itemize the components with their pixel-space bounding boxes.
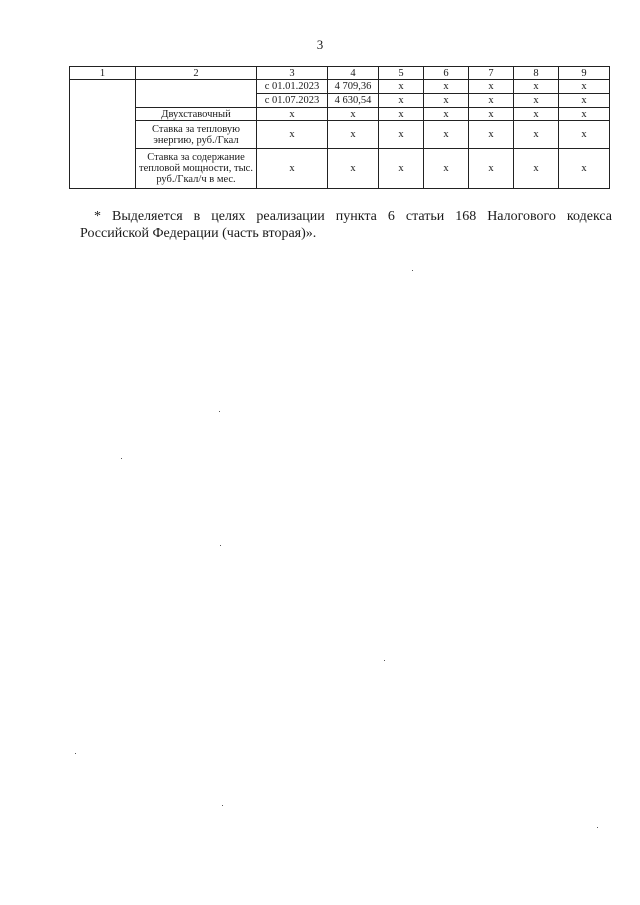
footnote-line: * Выделяется в целях реализации пункта 6 статьи 168 Налогового кодекса — [94, 209, 612, 224]
table-cell: х — [559, 80, 610, 94]
table-cell: х — [379, 149, 424, 189]
table-row — [70, 149, 610, 189]
row-label: Двухставочный — [136, 108, 257, 121]
table-cell: х — [469, 80, 514, 94]
period-cell: с 01.01.2023 — [257, 80, 328, 94]
row-label — [136, 80, 257, 108]
scan-speck — [412, 270, 413, 271]
table-cell: х — [514, 108, 559, 121]
table-cell: х — [424, 121, 469, 149]
table-cell: х — [469, 149, 514, 189]
table-cell: х — [424, 149, 469, 189]
table-cell: х — [469, 94, 514, 108]
scan-speck — [222, 805, 223, 806]
scan-speck — [121, 458, 122, 459]
value-cell: х — [328, 149, 379, 189]
table-cell: х — [514, 80, 559, 94]
footnote-line: Российской Федерации (часть вторая)». — [80, 226, 317, 241]
table-cell: х — [379, 94, 424, 108]
table-row — [70, 108, 610, 121]
value-cell: 4 630,54 — [328, 94, 379, 108]
header-cell: 3 — [257, 67, 328, 80]
table-row — [70, 80, 610, 94]
table-row — [70, 121, 610, 149]
value-cell: 4 709,36 — [328, 80, 379, 94]
row-label: Ставка за содержание тепловой мощности, тыс. руб./Гкал/ч в мес. — [136, 149, 257, 189]
footnote — [80, 208, 612, 242]
header-cell: 1 — [70, 67, 136, 80]
table-cell: х — [559, 94, 610, 108]
table-cell: х — [424, 94, 469, 108]
table-cell: х — [379, 80, 424, 94]
period-cell: с 01.07.2023 — [257, 94, 328, 108]
header-cell: 7 — [469, 67, 514, 80]
scan-speck — [597, 827, 598, 828]
table-cell: х — [559, 121, 610, 149]
page-number: 3 — [316, 37, 324, 52]
table-cell: х — [469, 121, 514, 149]
scan-speck — [384, 660, 385, 661]
scan-speck — [219, 411, 220, 412]
table-cell: х — [424, 108, 469, 121]
value-cell: х — [328, 108, 379, 121]
table-cell: х — [379, 108, 424, 121]
value-cell: х — [328, 121, 379, 149]
row-label: Ставка за тепловую энергию, руб./Гкал — [136, 121, 257, 149]
header-cell: 2 — [136, 67, 257, 80]
scan-speck — [220, 545, 221, 546]
scan-speck — [75, 753, 76, 754]
header-cell: 5 — [379, 67, 424, 80]
table-cell: х — [559, 149, 610, 189]
table-header-row — [70, 67, 610, 80]
table-cell: х — [469, 108, 514, 121]
group-cell — [70, 80, 136, 189]
header-cell: 4 — [328, 67, 379, 80]
header-cell: 9 — [559, 67, 610, 80]
header-cell: 8 — [514, 67, 559, 80]
header-cell: 6 — [424, 67, 469, 80]
table-cell: х — [559, 108, 610, 121]
period-cell: х — [257, 108, 328, 121]
table-cell: х — [514, 121, 559, 149]
tariff-table — [69, 66, 610, 189]
table-cell: х — [514, 149, 559, 189]
table-cell: х — [379, 121, 424, 149]
table-cell: х — [424, 80, 469, 94]
period-cell: х — [257, 149, 328, 189]
period-cell: х — [257, 121, 328, 149]
table-cell: х — [514, 94, 559, 108]
